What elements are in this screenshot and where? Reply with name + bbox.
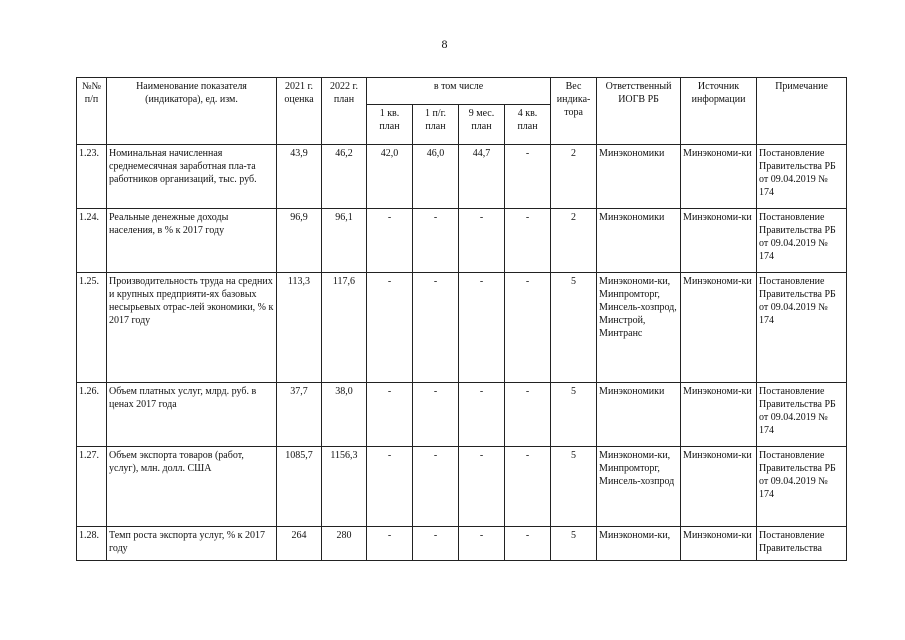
header-q1: 1 кв. план [367,105,413,145]
row-h1: - [413,527,459,561]
row-source: Минэкономи-ки [681,273,757,383]
row-q4: - [505,447,551,527]
table-row [77,145,847,209]
row-num: 1.23. [77,145,107,209]
row-name: Номинальная начисленная среднемесячная заработная пла-та работников организаций, тыс. руб. [107,145,277,209]
header-name: Наименование показателя (индикатора), ед. изм. [107,78,277,145]
row-2021: 1085,7 [277,447,322,527]
row-q4: - [505,383,551,447]
row-2021: 264 [277,527,322,561]
header-responsible: Ответственный ИОГВ РБ [597,78,681,145]
row-note: Постановление Правительства РБ от 09.04.2019 № 174 [757,447,847,527]
row-q1: - [367,527,413,561]
table-row [77,447,847,527]
row-9m: - [459,209,505,273]
row-weight: 2 [551,145,597,209]
row-q1: - [367,447,413,527]
header-note: Примечание [757,78,847,145]
row-weight: 5 [551,527,597,561]
header-num: №№ п/п [77,78,107,145]
row-2022: 1156,3 [322,447,367,527]
row-q1: - [367,209,413,273]
row-2022: 46,2 [322,145,367,209]
row-q1: 42,0 [367,145,413,209]
row-2021: 43,9 [277,145,322,209]
row-q1: - [367,273,413,383]
header-source: Источник информации [681,78,757,145]
row-num: 1.27. [77,447,107,527]
row-h1: 46,0 [413,145,459,209]
row-name: Темп роста экспорта услуг, % к 2017 году [107,527,277,561]
row-name: Объем платных услуг, млрд. руб. в ценах 2017 года [107,383,277,447]
row-source: Минэкономи-ки [681,145,757,209]
row-2022: 280 [322,527,367,561]
row-note: Постановление Правительства РБ от 09.04.2019 № 174 [757,383,847,447]
row-source: Минэкономи-ки [681,447,757,527]
row-responsible: Минэкономики [597,383,681,447]
row-note: Постановление Правительства [757,527,847,561]
row-weight: 2 [551,209,597,273]
row-name: Производительность труда на средних и крупных предприяти-ях базовых несырьевых отрас-лей экономики, % к 2017 году [107,273,277,383]
row-responsible: Минэкономики [597,145,681,209]
row-note: Постановление Правительства РБ от 09.04.2019 № 174 [757,273,847,383]
header-2022: 2022 г. план [322,78,367,145]
row-name: Объем экспорта товаров (работ, услуг), млн. долл. США [107,447,277,527]
row-q4: - [505,209,551,273]
header-2021: 2021 г. оценка [277,78,322,145]
row-name: Реальные денежные доходы населения, в % к 2017 году [107,209,277,273]
row-num: 1.26. [77,383,107,447]
row-q4: - [505,527,551,561]
indicators-table [76,77,847,561]
row-2021: 96,9 [277,209,322,273]
row-responsible: Минэкономи-ки, Минпромторг, Минсель-хозпрод [597,447,681,527]
row-num: 1.28. [77,527,107,561]
row-q1: - [367,383,413,447]
row-weight: 5 [551,273,597,383]
page-number: 8 [441,37,448,51]
row-2021: 113,3 [277,273,322,383]
table-row [77,273,847,383]
row-2021: 37,7 [277,383,322,447]
row-q4: - [505,273,551,383]
header-including: в том числе [367,78,551,105]
row-note: Постановление Правительства РБ от 09.04.2019 № 174 [757,145,847,209]
row-source: Минэкономи-ки [681,383,757,447]
row-responsible: Минэкономики [597,209,681,273]
row-9m: 44,7 [459,145,505,209]
row-source: Минэкономи-ки [681,209,757,273]
row-2022: 96,1 [322,209,367,273]
row-weight: 5 [551,383,597,447]
row-9m: - [459,273,505,383]
header-weight: Вес индика-тора [551,78,597,145]
row-2022: 117,6 [322,273,367,383]
row-9m: - [459,447,505,527]
table-row [77,209,847,273]
row-note: Постановление Правительства РБ от 09.04.2019 № 174 [757,209,847,273]
header-h1: 1 п/г. план [413,105,459,145]
row-h1: - [413,447,459,527]
row-9m: - [459,383,505,447]
table-row [77,383,847,447]
row-q4: - [505,145,551,209]
row-h1: - [413,383,459,447]
row-h1: - [413,273,459,383]
row-h1: - [413,209,459,273]
row-2022: 38,0 [322,383,367,447]
header-9m: 9 мес. план [459,105,505,145]
row-responsible: Минэкономи-ки, Минпромторг, Минсель-хозпрод, Минстрой, Минтранс [597,273,681,383]
table-row [77,527,847,561]
row-num: 1.25. [77,273,107,383]
row-weight: 5 [551,447,597,527]
header-q4: 4 кв. план [505,105,551,145]
row-responsible: Минэкономи-ки, [597,527,681,561]
row-source: Минэкономи-ки [681,527,757,561]
row-num: 1.24. [77,209,107,273]
row-9m: - [459,527,505,561]
